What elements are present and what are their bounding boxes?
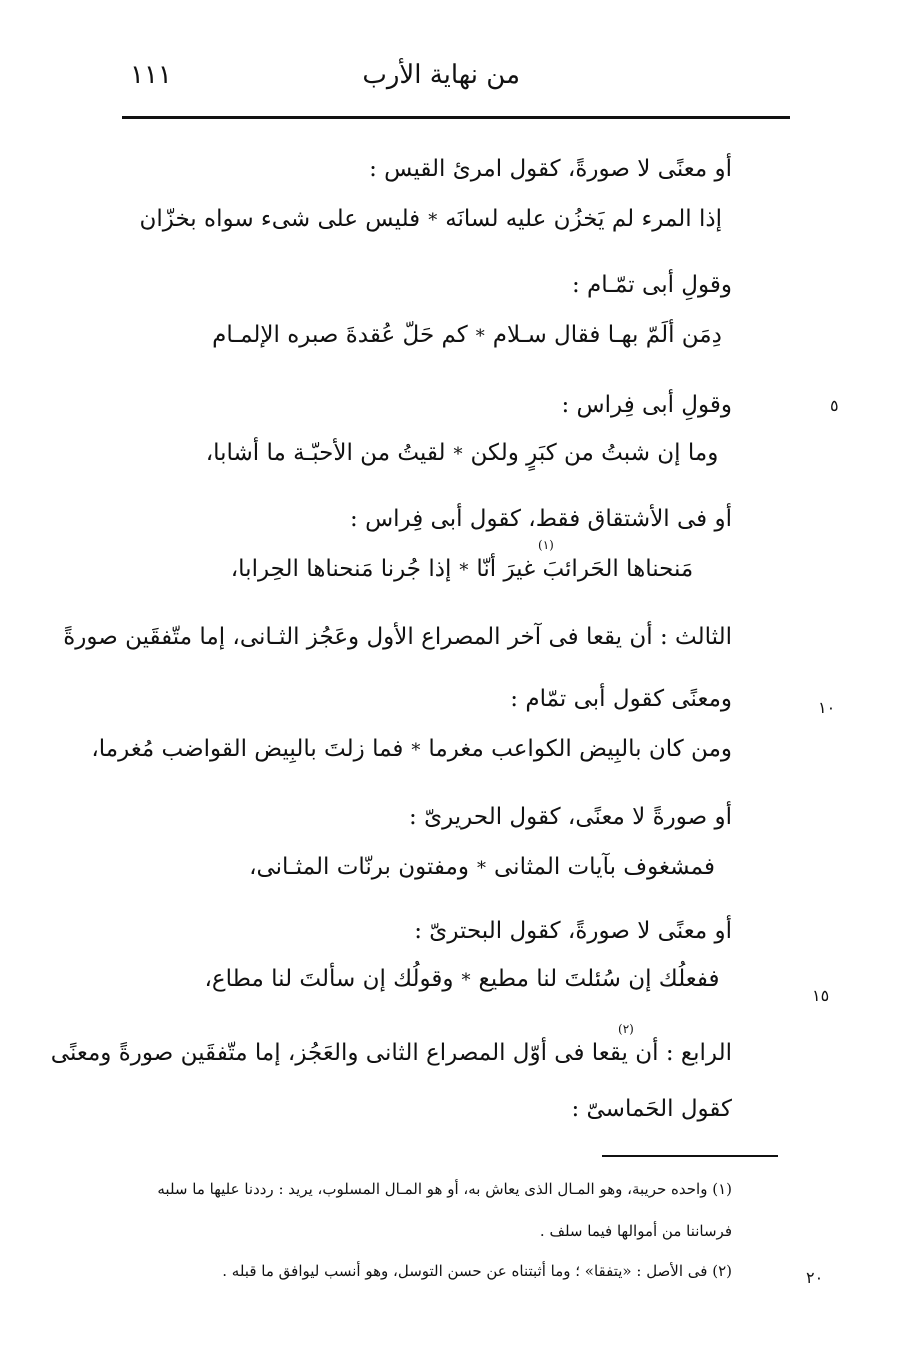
verse-second-hemistich: إذا جُرنا مَنحناها الحِرابا، — [230, 556, 452, 582]
text-line: ومعنًى كقول أبى تمّام : — [510, 686, 732, 712]
verse-second-hemistich: فما زلتَ بالبِيض القواضب مُغرما، — [91, 736, 404, 762]
verse — [202, 966, 722, 992]
footnote-marker: (١) — [538, 538, 554, 552]
footnote-marker: (٢) — [618, 1022, 634, 1036]
running-header-title: من نهاية الأرب — [362, 60, 520, 90]
verse — [139, 206, 722, 232]
footnote-rule — [602, 1155, 778, 1157]
text-line: أو معنًى لا صورةً، كقول امرئ القيس : — [369, 156, 732, 182]
verse-first-hemistich: فمشغوف بآيات المثانى — [494, 854, 715, 880]
margin-line-number: ١٠ — [818, 698, 836, 717]
footnote: (٢) فى الأصل : «يتفقا» ؛ وما أثبتناه عن حسن التوسل، وهو أنسب ليوافق ما قبله . — [222, 1262, 732, 1280]
verse-separator: * — [411, 740, 421, 761]
verse-separator: * — [475, 326, 485, 347]
text-line: وقولِ أبى تمّـام : — [571, 272, 732, 298]
margin-line-number: ٢٠ — [806, 1268, 824, 1287]
text-line: الثالث : أن يقعا فى آخر المصراع الأول وعَجُز الثـانى، إما متّفقَين صورةً — [63, 624, 732, 650]
text-line: أو فى الأشتقاق فقط، كقول أبى فِراس : — [350, 506, 732, 532]
verse-first-hemistich: ففعلُك إن سُئلتَ لنا مطيع — [478, 966, 720, 992]
verse-second-hemistich: فليس على شىء سواه بخزّان — [139, 206, 421, 232]
verse-second-hemistich: لقيتُ من الأحبّـة ما أشابا، — [205, 440, 446, 466]
footnote-continuation: فرساننا من أموالها فيما سلف . — [539, 1222, 732, 1240]
verse-first-hemistich: ومن كان بالبِيض الكواعب مغرما — [428, 736, 732, 762]
verse-separator: * — [477, 858, 486, 879]
verse — [202, 440, 722, 466]
text-line: كقول الحَماسىّ : — [571, 1096, 732, 1122]
text-line: الرابع : أن يقعا فى أوّل المصراع الثانى والعَجُز، إما متّفقَين صورةً ومعنًى — [50, 1040, 732, 1066]
verse-separator: * — [453, 444, 463, 465]
verse-first-hemistich: مَنحناها الحَرائبَ غيرَ أنّا — [476, 556, 694, 582]
verse — [202, 556, 722, 582]
text-line: أو معنًى لا صورةً، كقول البحترىّ : — [414, 918, 732, 944]
verse-second-hemistich: كم حَلّ عُقدةَ صبره الإلمـام — [212, 322, 468, 348]
text-line: وقولِ أبى فِراس : — [561, 392, 732, 418]
verse — [242, 854, 722, 880]
header-rule — [122, 116, 790, 119]
verse — [212, 322, 722, 348]
verse-first-hemistich: وما إن شبتُ من كبَرٍ ولكن — [470, 440, 719, 466]
page-number: ١١١ — [130, 60, 172, 90]
verse-separator: * — [428, 210, 438, 231]
margin-line-number: ١٥ — [812, 986, 830, 1005]
verse-separator: * — [461, 970, 471, 991]
text-line: أو صورةً لا معنًى، كقول الحريرىّ : — [409, 804, 732, 830]
verse — [91, 736, 732, 762]
footnote: (١) واحده حريبة، وهو المـال الذى يعاش به، أو هو المـال المسلوب، يريد : رددنا عليها ما سلبه — [157, 1180, 732, 1198]
margin-line-number: ٥ — [830, 396, 839, 415]
verse-first-hemistich: دِمَن ألَمّ بهـا فقال سـلام — [492, 322, 722, 348]
verse-second-hemistich: ومفتون برنّات المثـانى، — [249, 854, 469, 880]
verse-separator: * — [459, 560, 469, 581]
verse-second-hemistich: وقولُك إن سألتَ لنا مطاع، — [204, 966, 454, 992]
verse-first-hemistich: إذا المرء لم يَخزُن عليه لسانَه — [445, 206, 722, 232]
